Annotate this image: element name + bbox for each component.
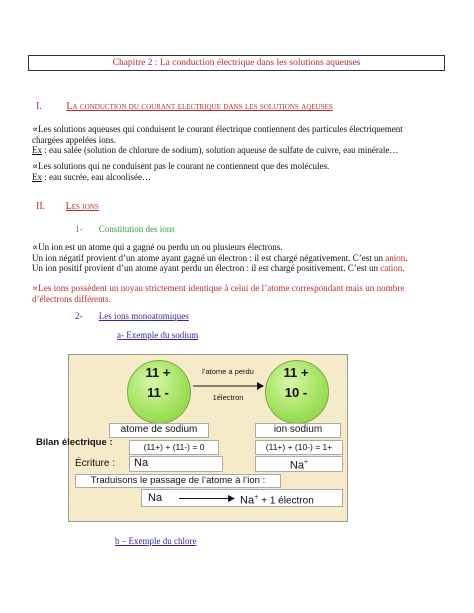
section-2-heading — [36, 201, 99, 212]
atom-negative-charge: 11 - — [147, 385, 169, 400]
equation-ion-charge: + — [254, 494, 259, 501]
atom-positive-charge: 11 + — [145, 365, 171, 380]
arrow-label-line2: 1électron — [212, 393, 244, 402]
p4-line1: Les ions possèdent un noyau strictement identique à celui de l’atome correspondant mais un nombre — [38, 283, 405, 293]
equation-ion-symbol: Na — [240, 494, 255, 507]
p3-line2: Un ion négatif provient d’un atome ayant gagné un électron : il est chargé négativement. C’est un — [32, 252, 386, 263]
paragraph-noyau — [32, 283, 444, 304]
bilan-atom: (11+) + (11-) = 0 — [129, 440, 219, 455]
p1-line2: chargées appelées ions. — [32, 134, 117, 145]
bullet-icon: ∝ — [32, 242, 39, 252]
subsection-2-heading — [75, 311, 189, 321]
bilan-ion: (11+) + (10-) = 1+ — [255, 440, 343, 455]
p3-line3: Un ion positif provient d’un atome ayant perdu un électron : il est chargé positivement. C’est un — [32, 263, 381, 273]
chapter-title: Chapitre 2 : La conduction électrique dans les solutions aqueuses — [28, 55, 445, 71]
ion-label: ion sodium — [255, 423, 341, 438]
bullet-icon: ∝ — [32, 124, 39, 134]
subsection-1-heading — [75, 224, 175, 234]
p3-line3-end: . — [402, 263, 405, 273]
ecriture-ion-charge: + — [303, 459, 309, 466]
paragraph-molecules — [32, 161, 444, 182]
p1-ex-text: : eau salée (solution de chlorure de sodium), solution aqueuse de sulfate de cuivre, eau minérale… — [42, 145, 399, 155]
p3-line1: Un ion est un atome qui a gagné ou perdu un ou plusieurs électrons. — [38, 242, 283, 252]
p2-line1: Les solutions qui ne conduisent pas le courant ne contiennent que des molécules. — [38, 161, 330, 171]
bullet-icon: ∝ — [32, 161, 39, 171]
p1-line1: Les solutions aqueuses qui conduisent le courant électrique contiennent des particules électriquement — [38, 124, 403, 134]
ion-negative-charge: 10 - — [284, 385, 308, 400]
bullet-icon: ∝ — [32, 283, 39, 293]
ecriture-label: Écriture : — [75, 458, 116, 469]
subsection-2-title: Les ions monoatomiques — [98, 311, 189, 321]
traduisons-label: Traduisons le passage de l’atome à l’ion : — [75, 474, 281, 488]
atom-label: atome de sodium — [109, 423, 209, 438]
ecriture-ion-symbol: Na — [289, 459, 304, 472]
section-2-number: II. — [36, 201, 46, 212]
section-1-heading — [36, 101, 333, 112]
paragraph-ions-solutions — [32, 124, 444, 156]
subsection-1-title: Constitution des ions — [98, 224, 175, 234]
p2-ex-label: Ex — [32, 171, 42, 182]
equation-arrow-icon — [178, 494, 236, 503]
ecriture-ion — [255, 456, 343, 472]
equation-reactant: Na — [148, 492, 163, 504]
transformation-arrow-icon — [191, 381, 265, 391]
example-b-heading: b – Exemple du chlore — [115, 536, 197, 546]
equation-products — [240, 490, 314, 510]
subsection-2-number: 2- — [75, 311, 83, 321]
section-1-title: La conduction du courant electrique dans les solutions aqeuses — [66, 101, 333, 112]
example-a-heading: a- Exemple du sodium — [117, 330, 199, 340]
ecriture-atom: Na — [129, 456, 223, 472]
bilan-electrique-label: Bilan électrique : — [36, 437, 113, 448]
section-2-title: Les ions — [65, 201, 99, 212]
anion-term: anion — [385, 252, 406, 263]
p2-ex-text: : eau sucrée, eau alcoolisée… — [42, 171, 151, 182]
arrow-label-line1: l’atome a perdu — [202, 367, 254, 376]
subsection-1-number: 1- — [75, 224, 83, 234]
ion-positive-charge: 11 + — [283, 365, 309, 380]
ionization-equation — [141, 489, 343, 507]
cation-term: cation — [380, 263, 403, 273]
paragraph-constitution — [32, 242, 444, 274]
p4-line2: d’électrons différents. — [32, 293, 111, 304]
p1-ex-label: Ex — [32, 145, 42, 155]
section-1-number: I. — [36, 101, 42, 112]
equation-electron: + 1 électron — [261, 495, 314, 507]
p3-line2-end: . — [405, 252, 408, 263]
